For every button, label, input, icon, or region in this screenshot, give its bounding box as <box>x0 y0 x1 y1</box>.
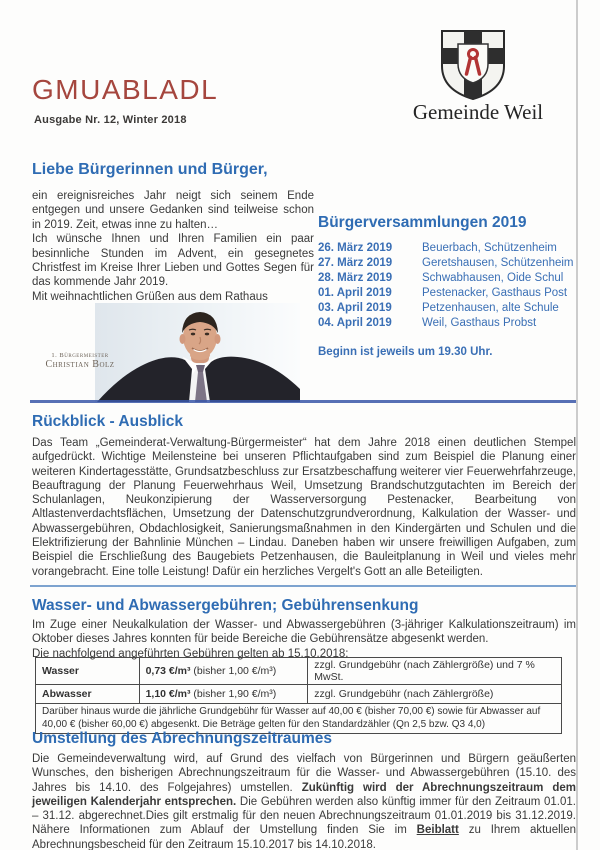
greeting-paragraph: Mit weihnachtlichen Grüßen aus dem Rathaus <box>32 290 268 303</box>
greeting-paragraph: Ich wünsche Ihnen und Ihren Familien ein paar besinnliche Stunden im Advent, ein gesegnetes Christfest im Kreise Ihrer Lieben und Gottes Segen für das kommende Jahr 2019. <box>32 233 314 289</box>
photo-caption <box>30 352 130 370</box>
meeting-location: Geretshausen, Schützenheim <box>422 257 574 269</box>
meeting-date: 03. April 2019 <box>318 302 392 314</box>
fee-note: zzgl. Grundgebühr (nach Zählergröße) und 7 % MwSt. <box>308 658 562 685</box>
greeting-paragraph: ein ereignisreiches Jahr neigt sich seinem Ende entgegen und unsere Gedanken sind teilweise schon in 2019. Zeit, etwas inne zu halten… <box>32 190 314 231</box>
scan-artifact-line <box>576 0 578 850</box>
fee-rate-previous: (bisher 1,90 €/m³) <box>190 688 277 700</box>
meetings-section <box>318 214 574 358</box>
fee-rate-value: 0,73 €/m³ <box>145 665 191 677</box>
photo-caption-role: 1. Bürgermeister <box>51 352 109 359</box>
fees-intro <box>32 618 576 661</box>
photo-caption-name: Christian Bolz <box>45 359 115 370</box>
fees-heading: Wasser- und Abwassergebühren; Gebührensenkung <box>32 597 419 614</box>
fee-label: Wasser <box>36 658 140 685</box>
fee-label: Abwasser <box>36 685 140 704</box>
meeting-row <box>318 286 574 301</box>
meeting-date: 26. März 2019 <box>318 242 393 254</box>
fee-table-footer-note: Darüber hinaus wurde die jährliche Grundgebühr für Wasser auf 40,00 € (bisher 70,00 €) sowie für Abwasser auf 40,00 € (bisher 60,00 €) abgesenkt. Die Beträge gelten für den Standardzähler (Qn 2,5 bzw. Q3 4,0) <box>36 704 562 734</box>
billing-beiblatt-emphasis: Beiblatt <box>416 824 459 837</box>
fee-rate <box>139 658 308 685</box>
fee-rate <box>139 685 308 704</box>
section-divider <box>30 400 576 403</box>
issue-line: Ausgabe Nr. 12, Winter 2018 <box>34 114 187 126</box>
section-rule <box>30 585 576 587</box>
billing-text: zu Ihrem aktuellen Abrechnungsbescheid für den Zeitraum 15.10.2017 bis 14.10.2018. <box>32 824 576 850</box>
fee-note: zzgl. Grundgebühr (nach Zählergröße) <box>308 685 562 704</box>
municipality-name: Gemeinde Weil <box>412 100 544 124</box>
meeting-row <box>318 316 574 331</box>
meeting-row <box>318 241 574 256</box>
review-heading: Rückblick - Ausblick <box>32 413 184 430</box>
masthead-title: GMUABLADL <box>32 74 219 105</box>
meeting-date: 01. April 2019 <box>318 287 392 299</box>
meeting-location: Schwabhausen, Oide Schul <box>422 272 564 284</box>
fee-table-row-abwasser <box>36 685 562 704</box>
municipal-crest-icon <box>438 28 508 102</box>
billing-text: Die Gemeindeverwaltung wird, auf Grund des vielfach von Bürgerinnen und Bürgern geäußerten Wunsches, den bisherigen Abrechnungszeitraum für die Wasser- und Abwassergebühren (15.10. des Jahres bis 14.10. des Folgejahres) umstellen. <box>32 753 576 794</box>
meetings-heading: Bürgerversammlungen 2019 <box>318 214 527 231</box>
billing-text: Die Gebühren werden also künftig immer für den Zeitraum 01.01. – 31.12. abgerechnet. <box>32 795 576 823</box>
greeting-heading: Liebe Bürgerinnen und Bürger, <box>32 161 268 178</box>
fee-table-footer-row <box>36 704 562 734</box>
meeting-date: 04. April 2019 <box>318 317 392 329</box>
meeting-row <box>318 256 574 271</box>
meeting-location: Beuerbach, Schützenheim <box>422 242 557 254</box>
meeting-location: Petzenhausen, alte Schule <box>422 302 559 314</box>
meeting-date: 27. März 2019 <box>318 257 393 269</box>
meeting-location: Weil, Gasthaus Probst <box>422 317 537 329</box>
billing-text-bold: Zukünftig wird der Abrechnungszeitraum dem jeweiligen Kalenderjahr entsprechen. <box>32 781 576 808</box>
review-body: Das Team „Gemeinderat-Verwaltung-Bürgermeister“ hat dem Jahre 2018 einen deutlichen Stempel aufgedrückt. Wichtige Meilensteine bei unseren Pflichtaufgaben sind zum Beispiel die Planung einer weiteren Kindertagesstätte, Grundsatzbeschluss zur Ersatzbeschaffung weiterer vier Feuerwehrfahrzeuge, Beauftragung der Planung Feuerwehrhaus Weil, Umsetzung Brandschutzgutachten im Bereich der Schulanlagen, Neukonzipierung der Wasserversorgung Pestenacker, Bearbeitung von Altlastenverdachtsflächen, Umsetzung der Datenschutzgrundverordnung, Kalkulation der Wasser- und Abwassergebühren, Obdachlosigkeit, Sanierungsmaßnahmen in den Kindergärten und Schulen und die Elektrifizierung der Bahnlinie München – Lindau. Daneben haben wir unsere freiwilligen Aufgaben, zum Beispiel die Erschließung des Baugebiets Petzenhausen, die Bauleitplanung in Weil und vieles mehr vorangebracht. Eine tolle Leistung! Dafür ein herzliches Vergelt's Gott an alle Beteiligten. <box>32 437 576 578</box>
meeting-date: 28. März 2019 <box>318 272 393 284</box>
fee-rate-value: 1,10 €/m³ <box>145 688 191 700</box>
meeting-row <box>318 271 574 286</box>
meetings-start-time-note: Beginn ist jeweils um 19.30 Uhr. <box>318 346 493 358</box>
billing-heading: Umstellung des Abrechnungszeitraumes <box>32 730 333 747</box>
meeting-location: Pestenacker, Gasthaus Post <box>422 287 568 299</box>
fees-intro-effective-date: Die nachfolgend angeführten Gebühren gelten ab 15.10.2018: <box>32 647 349 660</box>
fee-table-row-wasser <box>36 658 562 685</box>
fee-table <box>35 657 562 734</box>
billing-text: Dies gilt erstmalig für den neuen Abrechnungszeitraum 01.01.2019 bis 31.12.2019. Nähere Informationen zum Ablauf der Umstellung finden Sie im <box>32 810 576 837</box>
fee-rate-previous: (bisher 1,00 €/m³) <box>190 665 277 677</box>
fees-intro-paragraph: Im Zuge einer Neukalkulation der Wasser- und Abwassergebühren (3-jähriger Kalkulationszeitraum) im Oktober dieses Jahres konnten für beide Bereiche die Gebührensätze abgesenkt werden. <box>32 619 576 646</box>
greeting-body <box>32 189 314 304</box>
billing-body <box>32 752 576 850</box>
meeting-row <box>318 301 574 316</box>
